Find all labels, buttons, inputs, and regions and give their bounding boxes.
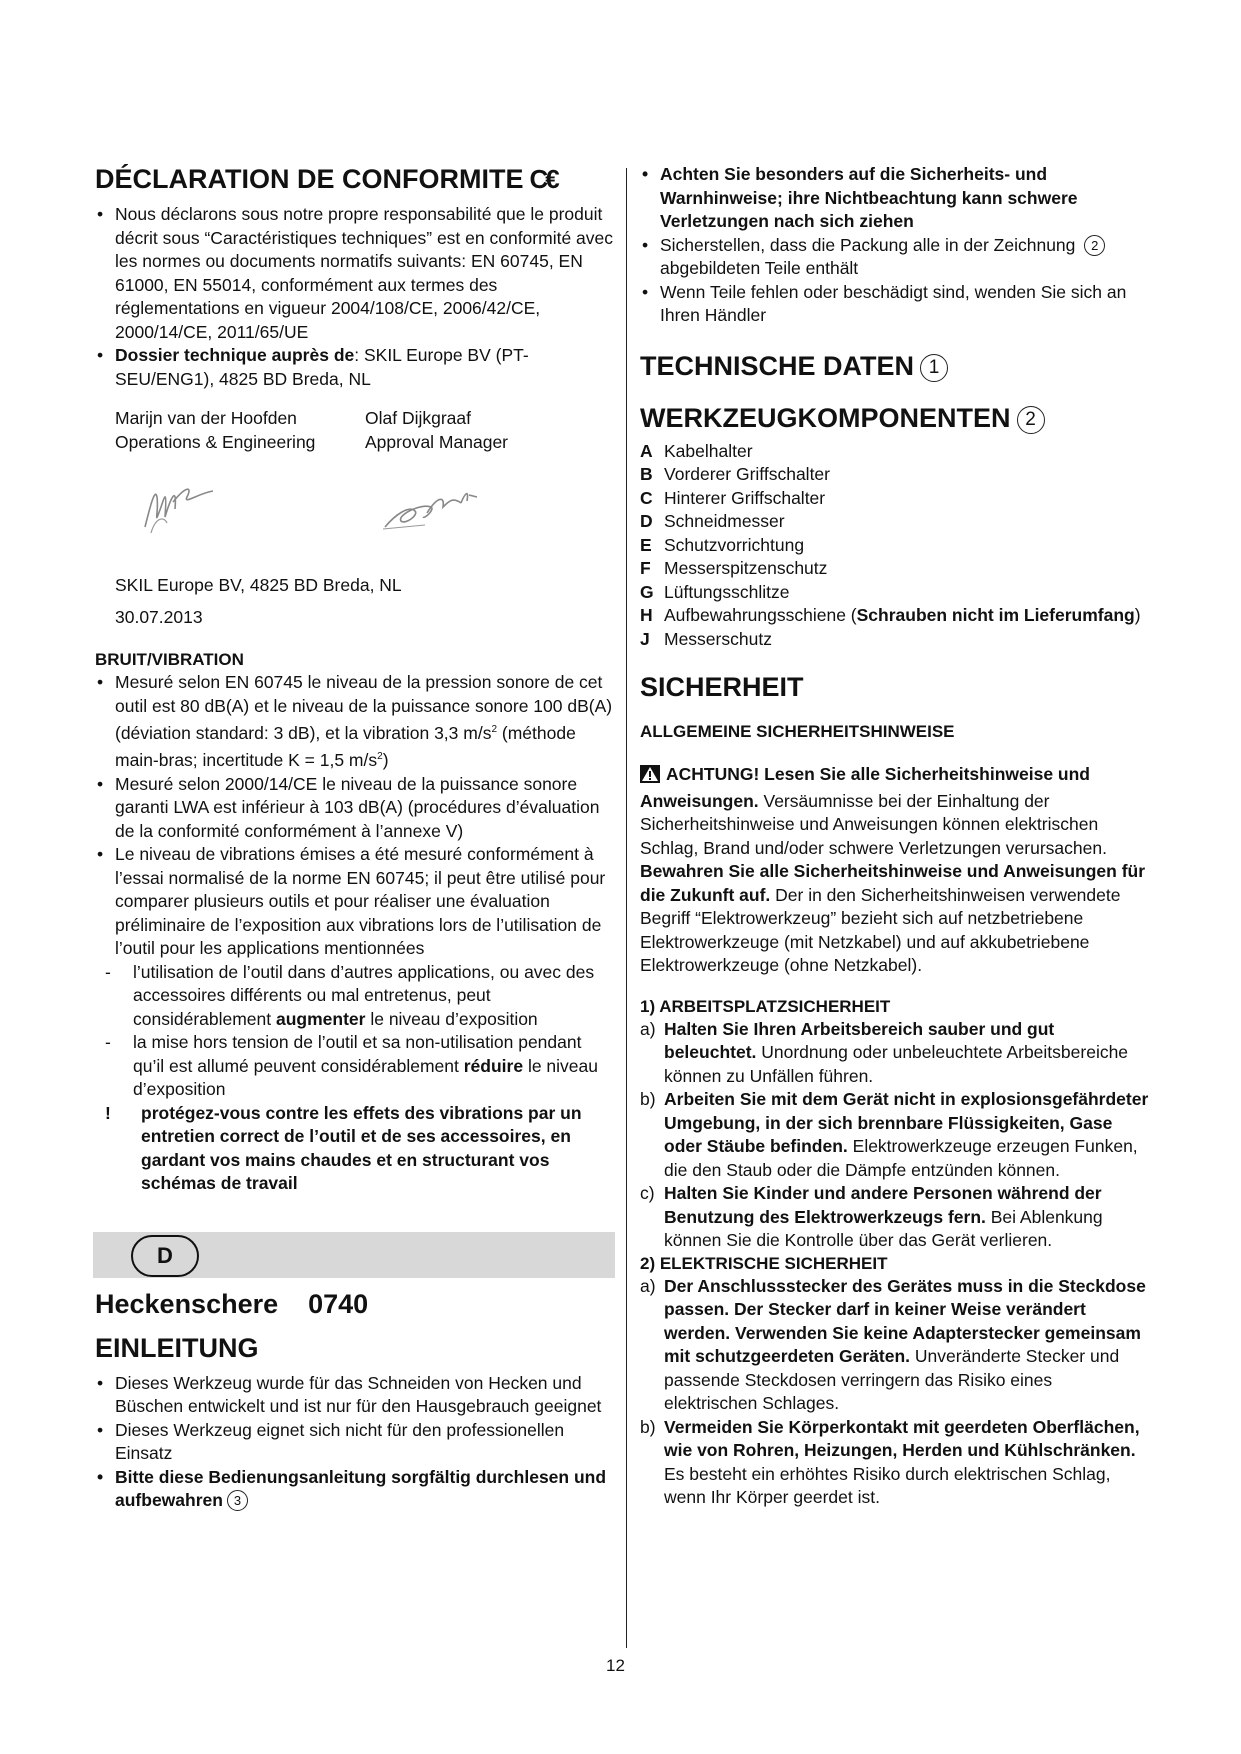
- ce-mark-icon: C€: [529, 164, 557, 194]
- signature-1-icon: [115, 467, 365, 554]
- components-list: [640, 440, 1150, 652]
- column-divider: [626, 168, 627, 1648]
- warning-paragraph: ACHTUNG! Lesen Sie alle Sicherheitshinweise und Anweisungen. Versäumnisse bei der Einhaltung der Sicherheitshinweise und Anweisungen können elektrischen Schlag, Brand und/oder schwere Verletzungen verursachen. Bewahren Sie alle Sicherheitshinweise und Anweisungen für die Zukunft auf. Der in den Sicherheitshinweisen verwendete Begriff “Elektrowerkzeug” bezieht sich auf netzbetriebene Elektrowerkzeuge (mit Netzkabel) und auf akkubetriebene Elektrowerkzeuge (ohne Netzkabel).: [640, 764, 1146, 975]
- left-column: [95, 163, 615, 1513]
- list-item: - l’utilisation de l’outil dans d’autres applications, ou avec des accessoires différents ou mal entretenus, peut considérablement augmenter le niveau d’exposition: [95, 961, 615, 1032]
- list-item: a) Halten Sie Ihren Arbeitsbereich sauber und gut beleuchtet. Unordnung oder unbeleuchtete Arbeitsbereiche können zu Unfällen führen.: [640, 1018, 1129, 1086]
- component-item: J Messerschutz: [640, 628, 772, 649]
- signatory-name: Marijn van der Hoofden: [115, 408, 297, 428]
- figure-ref-icon: 1: [920, 354, 948, 382]
- warning-icon: [640, 765, 660, 790]
- figure-ref-icon: 3: [227, 1490, 248, 1511]
- list-item: • Mesuré selon EN 60745 le niveau de la pression sonore de cet outil est 80 dB(A) et le niveau de la puissance sonore 100 dB(A) (déviation standard: 3 dB), et la vibration 3,3 $m/s^2$ (méthode main-bras; incertitude K = 1,5 $m/s^2$): [95, 671, 615, 773]
- list-item: ! protégez-vous contre les effets des vibrations par un entretien correct de l’outil et de ses accessoires, en gardant vos mains chaudes et en structurant vos schémas de travail: [95, 1102, 615, 1196]
- list-item: • Le niveau de vibrations émises a été mesuré conformément à l’essai normalisé de la norme EN 60745; il peut être utilisé pour comparer plusieurs outils et pour réaliser une évaluation préliminaire de l’exposition aux vibrations lors de l’utilisation de l’outil pour les applications mentionnées: [95, 843, 615, 961]
- list-item: • Mesuré selon 2000/14/CE le niveau de la puissance sonore garanti LWA est inférieur à 103 dB(A) (procédures d’évaluation de la conformité conformément à l’annexe V): [95, 773, 615, 844]
- list-item: • Bitte diese Bedienungsanleitung sorgfältig durchlesen und aufbewahren 3: [95, 1466, 615, 1513]
- declaration-date: 30.07.2013: [115, 606, 203, 627]
- signatory-name: Olaf Dijkgraaf: [365, 408, 472, 428]
- product-title: Heckenschere 0740: [95, 1288, 369, 1319]
- signatory-role: Operations & Engineering: [115, 431, 316, 452]
- intro-list-cont: [640, 163, 1150, 328]
- workplace-safety-list: [640, 1018, 1150, 1253]
- exposure-list: [95, 961, 615, 1196]
- noise-heading: BRUIT/VIBRATION: [95, 650, 244, 669]
- component-item: C Hinterer Griffschalter: [640, 487, 826, 508]
- page-number: 12: [606, 1656, 625, 1675]
- workplace-safety-heading: 1) ARBEITSPLATZSICHERHEIT: [640, 996, 891, 1016]
- company-address: SKIL Europe BV, 4825 BD Breda, NL: [115, 575, 402, 595]
- list-item: b) Vermeiden Sie Körperkontakt mit geerdeten Oberflächen, wie von Rohren, Heizungen, Herden und Kühlschränken. Es besteht ein erhöhtes Risiko durch elektrischen Schlag, wenn Ihr Körper geerdet ist.: [640, 1416, 1140, 1507]
- signatories: [95, 407, 615, 454]
- list-item: • Dossier technique auprès de: SKIL Europe BV (PT-SEU/ENG1), 4825 BD Breda, NL: [95, 344, 615, 391]
- declaration-title: DÉCLARATION DE CONFORMITE C€: [95, 164, 557, 194]
- list-item: • Nous déclarons sous notre propre responsabilité que le produit décrit sous “Caractéristiques techniques” est en conformité avec les normes ou documents normatifs suivants: EN 60745, EN 61000, EN 55014, conformément aux termes des réglementations en vigueur 2004/108/CE, 2006/42/CE, 2000/14/CE, 2011/65/UE: [95, 203, 615, 344]
- figure-ref-icon: 2: [1084, 235, 1105, 256]
- right-column: [640, 163, 1150, 1510]
- noise-list: [95, 671, 615, 961]
- list-item: • Wenn Teile fehlen oder beschädigt sind, wenden Sie sich an Ihren Händler: [640, 281, 1150, 328]
- list-item: c) Halten Sie Kinder und andere Personen während der Benutzung des Elektrowerkzeugs fern. Bei Ablenkung können Sie die Kontrolle über das Gerät verlieren.: [640, 1183, 1103, 1250]
- component-item: E Schutzvorrichtung: [640, 534, 805, 555]
- signatory-2: [365, 407, 615, 454]
- figure-ref-icon: 2: [1017, 406, 1045, 434]
- general-safety-heading: ALLGEMEINE SICHERHEITSHINWEISE: [640, 722, 955, 741]
- component-item: D Schneidmesser: [640, 511, 785, 531]
- component-item: B Vorderer Griffschalter: [640, 464, 830, 484]
- component-item: A Kabelhalter: [640, 440, 753, 461]
- list-item: • Achten Sie besonders auf die Sicherheits- und Warnhinweise; ihre Nichtbeachtung kann schwere Verletzungen nach sich ziehen: [640, 163, 1150, 234]
- list-item: - la mise hors tension de l’outil et sa non-utilisation pendant qu’il est allumé peuvent considérablement réduire le niveau d’exposition: [95, 1031, 615, 1102]
- component-item: H Aufbewahrungsschiene (Schrauben nicht im Lieferumfang): [640, 605, 1141, 625]
- declaration-list: [95, 203, 615, 391]
- list-item: • Sicherstellen, dass die Packung alle in der Zeichnung 2 abgebildeten Teile enthält: [640, 234, 1150, 281]
- tech-data-heading: TECHNISCHE DATEN 1: [640, 350, 1150, 382]
- intro-heading: EINLEITUNG: [95, 1332, 259, 1363]
- signatory-1: [115, 407, 365, 454]
- language-band: [93, 1232, 615, 1278]
- electrical-safety-list: [640, 1275, 1150, 1510]
- signatory-role: Approval Manager: [365, 431, 508, 452]
- intro-list: [95, 1372, 615, 1513]
- safety-heading: SICHERHEIT: [640, 672, 804, 702]
- component-item: F Messerspitzenschutz: [640, 558, 828, 578]
- signature-2-icon: [365, 467, 615, 554]
- language-badge: D: [131, 1235, 199, 1277]
- list-item: b) Arbeiten Sie mit dem Gerät nicht in explosionsgefährdeter Umgebung, in der sich brennbare Flüssigkeiten, Gase oder Stäube befinden. Elektrowerkzeuge erzeugen Funken, die den Staub oder die Dämpfe entzünden können.: [640, 1089, 1149, 1180]
- list-item: • Dieses Werkzeug wurde für das Schneiden von Hecken und Büschen entwickelt und ist nur für den Hausgebrauch geeignet: [95, 1372, 615, 1419]
- components-heading: WERKZEUGKOMPONENTEN 2: [640, 402, 1150, 434]
- signatures: [95, 454, 615, 566]
- list-item: a) Der Anschlussstecker des Gerätes muss in die Steckdose passen. Der Stecker darf in keiner Weise verändert werden. Verwenden Sie keine Adapterstecker gemeinsam mit schutzgeerdeten Geräten. Unveränderte Stecker und passende Steckdosen verringern das Risiko eines elektrischen Schlages.: [640, 1275, 1146, 1413]
- component-item: G Lüftungsschlitze: [640, 581, 790, 602]
- list-item: • Dieses Werkzeug eignet sich nicht für den professionellen Einsatz: [95, 1419, 615, 1466]
- electrical-safety-heading: 2) ELEKTRISCHE SICHERHEIT: [640, 1253, 888, 1273]
